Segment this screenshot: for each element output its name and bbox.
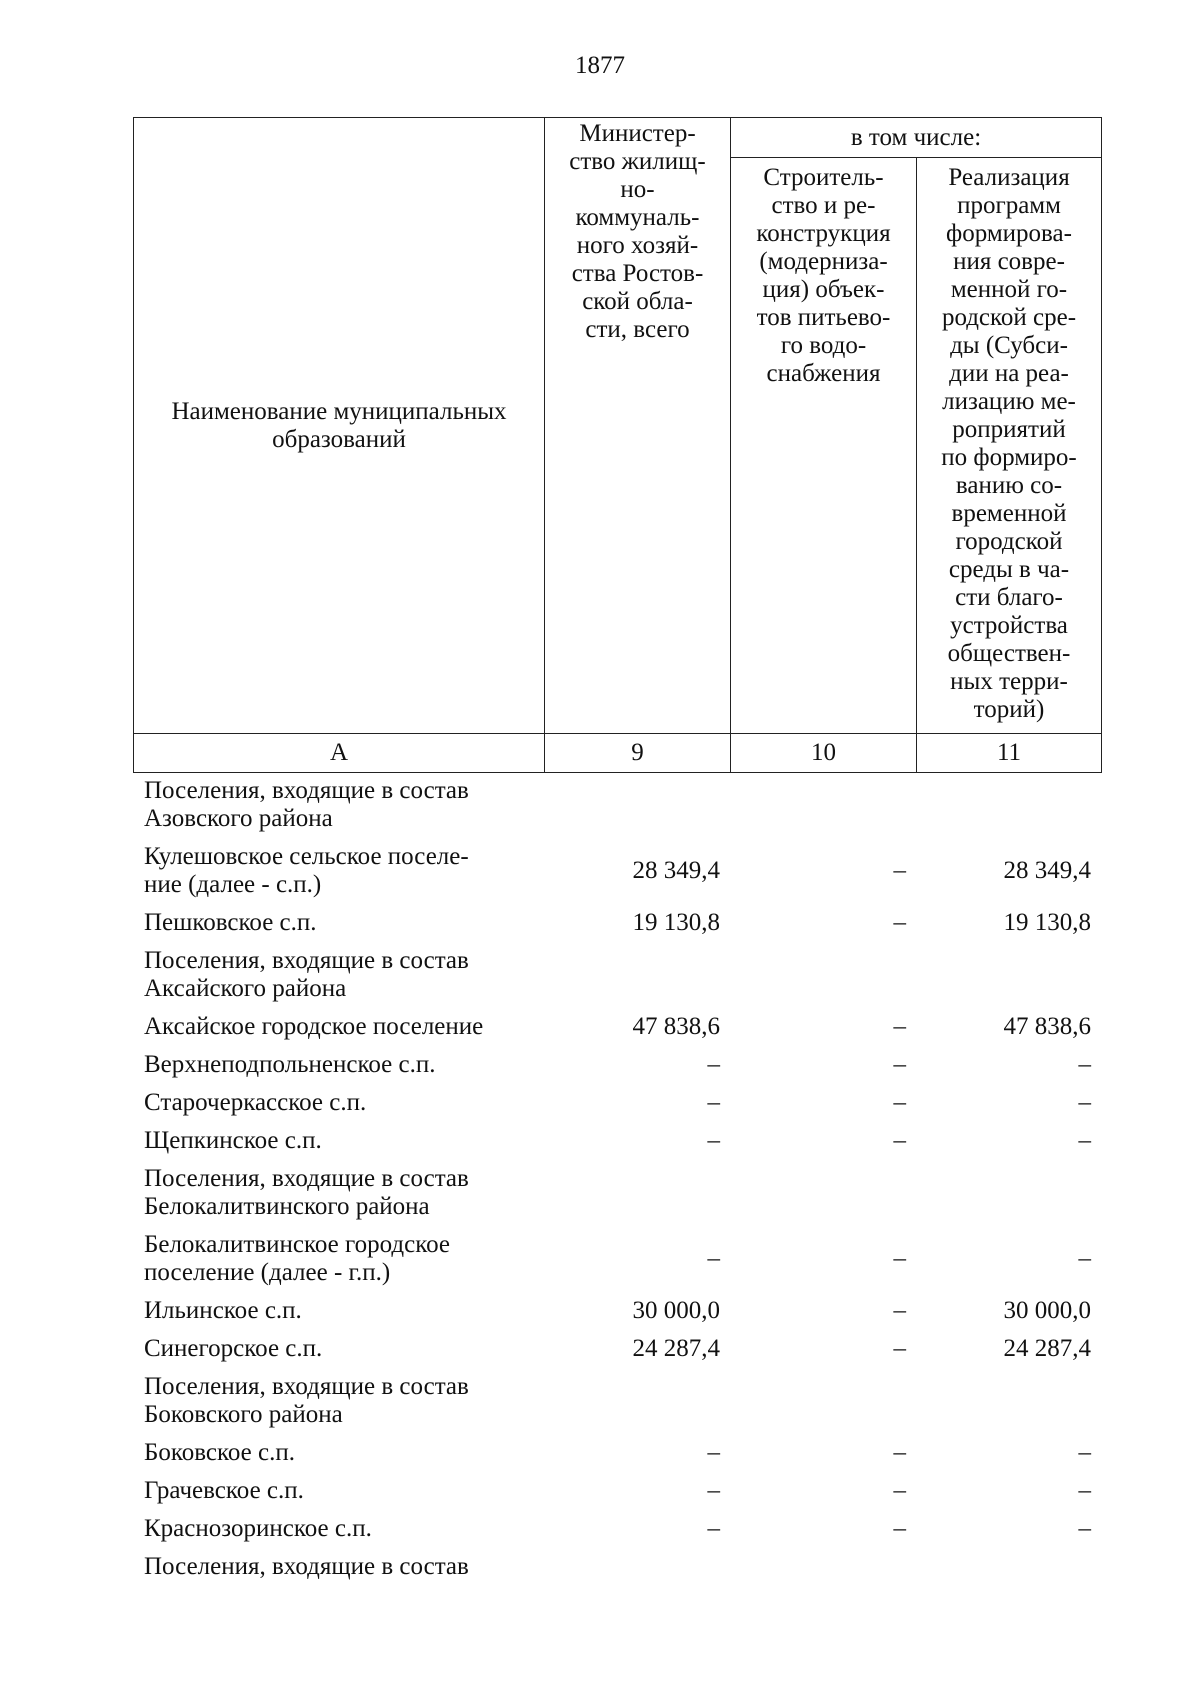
header-water-supply-column: Строитель- ство и ре- конструкция (модерниза- ция) объек- тов питьево- го водо- снабжения [731,158,917,734]
value-col-10: – [893,1089,906,1116]
header-including: в том числе: [731,118,1102,158]
value-col-9: 47 838,6 [632,1013,720,1040]
value-col-11: – [1078,1439,1091,1466]
value-col-11: 28 349,4 [1003,857,1091,884]
row-name: Грачевское с.п. [144,1477,304,1504]
table-row [133,1046,1101,1084]
row-name: Щепкинское с.п. [144,1127,322,1154]
value-col-10: – [893,909,906,936]
value-col-11: – [1078,1477,1091,1504]
value-col-11: – [1078,1245,1091,1272]
table-row [133,1008,1101,1046]
value-col-11: 47 838,6 [1003,1013,1091,1040]
column-index-9: 9 [545,734,731,773]
value-col-9: 19 130,8 [632,909,720,936]
value-col-9: – [707,1515,720,1542]
value-col-10: – [893,1013,906,1040]
row-name: Белокалитвинское городское поселение (далее - г.п.) [144,1231,450,1286]
value-col-10: – [893,857,906,884]
value-col-9: – [707,1439,720,1466]
value-col-11: – [1078,1051,1091,1078]
table-row [133,1330,1101,1368]
header-name-column: Наименование муниципальных образований [134,118,545,734]
value-col-11: – [1078,1089,1091,1116]
value-col-9: 24 287,4 [632,1335,720,1362]
row-name: Краснозоринское с.п. [144,1515,372,1542]
value-col-9: – [707,1477,720,1504]
value-col-9: – [707,1127,720,1154]
table-row [133,1510,1101,1548]
table-row [133,1226,1101,1292]
column-index-10: 10 [731,734,917,773]
row-name: Поселения, входящие в состав Боковского района [144,1373,469,1428]
row-name: Поселения, входящие в состав Азовского района [144,777,469,832]
value-col-11: – [1078,1515,1091,1542]
header-urban-environment-column: Реализация программ формирова- ния совре- менной го- родской сре- ды (Субси- дии на реа- лизацию ме- роприятий по формиро- ванию со- временной городской среды в ча- сти благо- устройства обществен- ных терри- торий) [917,158,1102,734]
row-name: Синегорское с.п. [144,1335,323,1362]
value-col-10: – [893,1439,906,1466]
value-col-10: – [893,1297,906,1324]
value-col-11: – [1078,1127,1091,1154]
column-index-11: 11 [917,734,1102,773]
table-row [133,772,1101,838]
row-name: Поселения, входящие в состав [144,1553,469,1580]
column-index-a: А [134,734,545,773]
value-col-10: – [893,1051,906,1078]
value-col-11: 24 287,4 [1003,1335,1091,1362]
row-name: Боковское с.п. [144,1439,295,1466]
row-name: Ильинское с.п. [144,1297,302,1324]
row-name: Аксайское городское поселение [144,1013,484,1040]
table-row [133,1122,1101,1160]
table-row [133,1472,1101,1510]
value-col-10: – [893,1127,906,1154]
row-name: Поселения, входящие в состав Белокалитвинского района [144,1165,469,1220]
row-name: Старочеркасское с.п. [144,1089,367,1116]
table-row [133,838,1101,904]
value-col-10: – [893,1335,906,1362]
row-name: Верхнеподпольненское с.п. [144,1051,436,1078]
value-col-9: – [707,1051,720,1078]
row-name: Поселения, входящие в состав Аксайского района [144,947,469,1002]
table-row [133,1160,1101,1226]
value-col-9: 28 349,4 [632,857,720,884]
value-col-9: 30 000,0 [632,1297,720,1324]
value-col-9: – [707,1089,720,1116]
table-row [133,904,1101,942]
page-number: 1877 [575,52,625,79]
table-row [133,1292,1101,1330]
value-col-9: – [707,1245,720,1272]
table-row [133,1548,1101,1586]
table-row [133,1368,1101,1434]
table-header [133,117,1102,773]
row-name: Пешковское с.п. [144,909,317,936]
row-name: Кулешовское сельское поселе- ние (далее - с.п.) [144,843,469,898]
value-col-10: – [893,1245,906,1272]
value-col-11: 30 000,0 [1003,1297,1091,1324]
table-row [133,1084,1101,1122]
table-row [133,1434,1101,1472]
value-col-11: 19 130,8 [1003,909,1091,936]
value-col-10: – [893,1515,906,1542]
header-ministry-column: Министер- ство жилищ- но- коммуналь- ного хозяй- ства Ростов- ской обла- сти, всего [545,118,731,734]
table-row [133,942,1101,1008]
value-col-10: – [893,1477,906,1504]
table-body [133,772,1101,1586]
